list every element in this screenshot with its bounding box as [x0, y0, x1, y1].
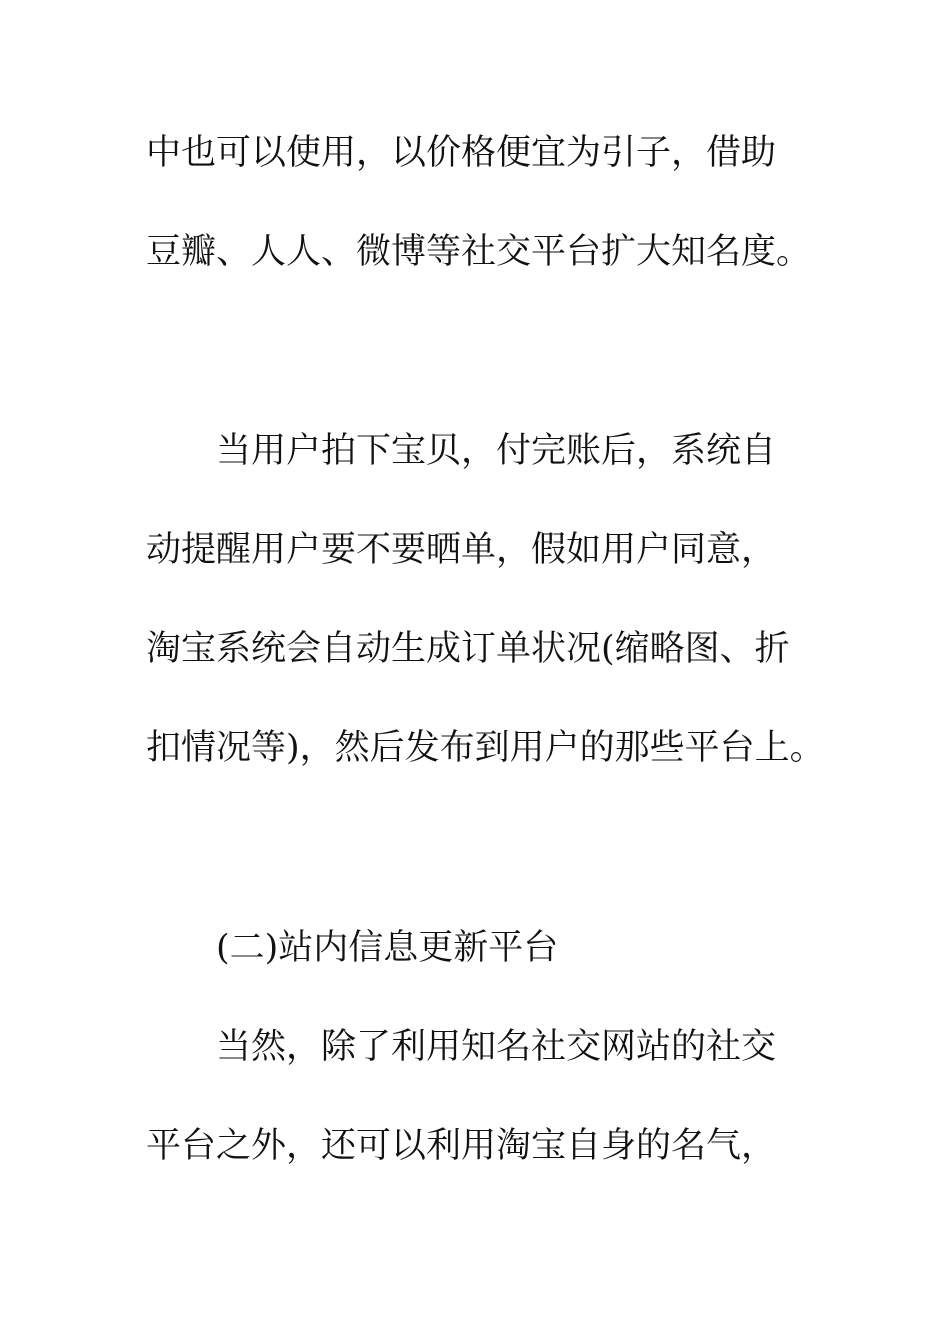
- text-line-6: 扣情况等)，然后发布到用户的那些平台上。: [146, 728, 825, 768]
- text-line-1: 中也可以使用，以价格便宜为引子，借助: [146, 133, 777, 173]
- text-line-3: 当用户拍下宝贝，付完账后，系统自: [216, 431, 777, 471]
- text-line-2: 豆瓣、人人、微博等社交平台扩大知名度。: [146, 232, 812, 272]
- section-heading: (二)站内信息更新平台: [216, 928, 559, 968]
- text-line-5: 淘宝系统会自动生成订单状况(缩略图、折: [146, 629, 790, 669]
- text-line-8: 当然，除了利用知名社交网站的社交: [216, 1027, 777, 1067]
- text-line-9: 平台之外，还可以利用淘宝自身的名气，: [146, 1126, 777, 1166]
- text-line-4: 动提醒用户要不要晒单，假如用户同意，: [146, 530, 777, 570]
